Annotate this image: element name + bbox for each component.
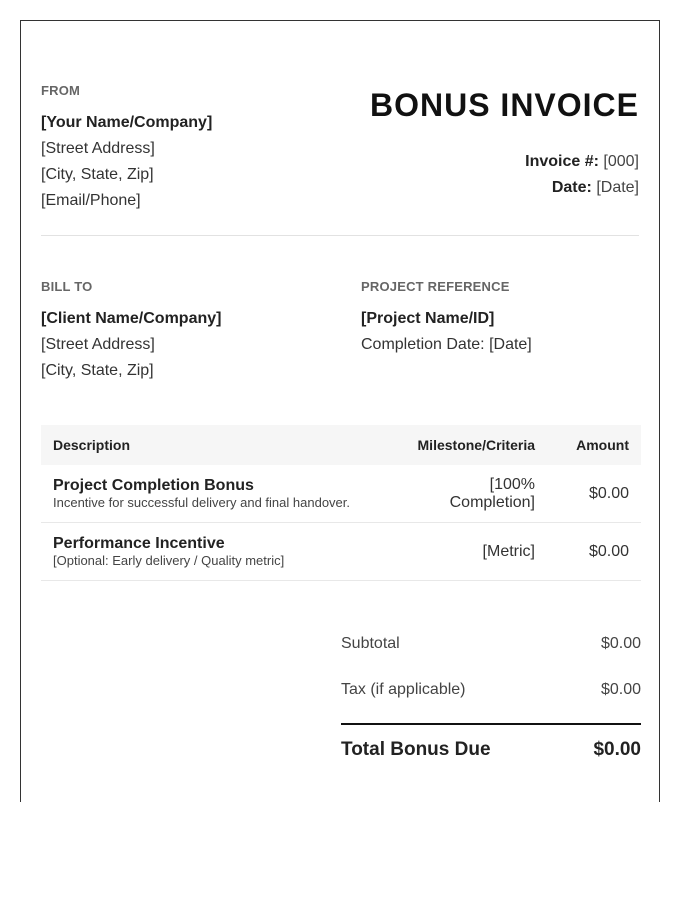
line-items-table — [41, 425, 641, 581]
from-street: [Street Address] — [41, 140, 155, 157]
subtotal-label: Subtotal — [341, 635, 400, 652]
item-description: [Optional: Early delivery / Quality metric] — [53, 552, 285, 568]
bill-to-street: [Street Address] — [41, 336, 155, 353]
row-description-cell — [41, 465, 395, 523]
total-row — [341, 739, 641, 761]
from-label: FROM — [41, 83, 81, 98]
total-value: $0.00 — [593, 739, 641, 760]
invoice-date-row — [525, 175, 639, 201]
subtotal-value: $0.00 — [600, 635, 641, 652]
totals-section — [341, 621, 641, 761]
from-contact: [Email/Phone] — [41, 192, 141, 209]
bill-to-name: [Client Name/Company] — [41, 310, 222, 327]
header-amount: Amount — [547, 425, 641, 465]
project-reference-section — [361, 279, 532, 358]
invoice-meta — [525, 149, 639, 201]
item-title: Project Completion Bonus — [53, 476, 254, 494]
from-section — [41, 83, 212, 214]
subtotal-row — [341, 621, 641, 667]
from-city: [City, State, Zip] — [41, 166, 154, 183]
invoice-date-label: Date: — [551, 179, 592, 196]
row-description-cell — [41, 523, 395, 581]
item-amount: $0.00 — [547, 523, 641, 581]
invoice-title: BONUS INVOICE — [369, 87, 639, 123]
project-reference-label: PROJECT REFERENCE — [361, 279, 510, 294]
table-header-row — [41, 425, 641, 465]
header-divider — [41, 235, 639, 236]
invoice-number-label: Invoice #: — [525, 153, 599, 170]
header-description: Description — [41, 425, 395, 465]
bill-to-section — [41, 279, 221, 384]
invoice-document — [20, 20, 660, 802]
total-label: Total Bonus Due — [341, 739, 491, 760]
tax-value: $0.00 — [600, 681, 641, 698]
invoice-number-value: [000] — [603, 153, 639, 170]
invoice-date-value: [Date] — [596, 179, 639, 196]
invoice-number-row — [525, 149, 639, 175]
item-title: Performance Incentive — [53, 534, 225, 552]
header-milestone: Milestone/Criteria — [395, 425, 547, 465]
table-row — [41, 465, 641, 523]
table-row — [41, 523, 641, 581]
tax-label: Tax (if applicable) — [341, 681, 466, 698]
total-divider — [341, 723, 641, 725]
project-name: [Project Name/ID] — [361, 310, 495, 327]
project-completion-date: Completion Date: [Date] — [361, 336, 532, 353]
item-criteria: [100% Completion] — [395, 465, 547, 523]
item-criteria: [Metric] — [395, 523, 547, 581]
from-name: [Your Name/Company] — [41, 114, 213, 131]
item-amount: $0.00 — [547, 465, 641, 523]
tax-row — [341, 667, 641, 713]
bill-to-city: [City, State, Zip] — [41, 362, 154, 379]
item-description: Incentive for successful delivery and final handover. — [53, 494, 351, 510]
bill-to-label: BILL TO — [41, 279, 93, 294]
